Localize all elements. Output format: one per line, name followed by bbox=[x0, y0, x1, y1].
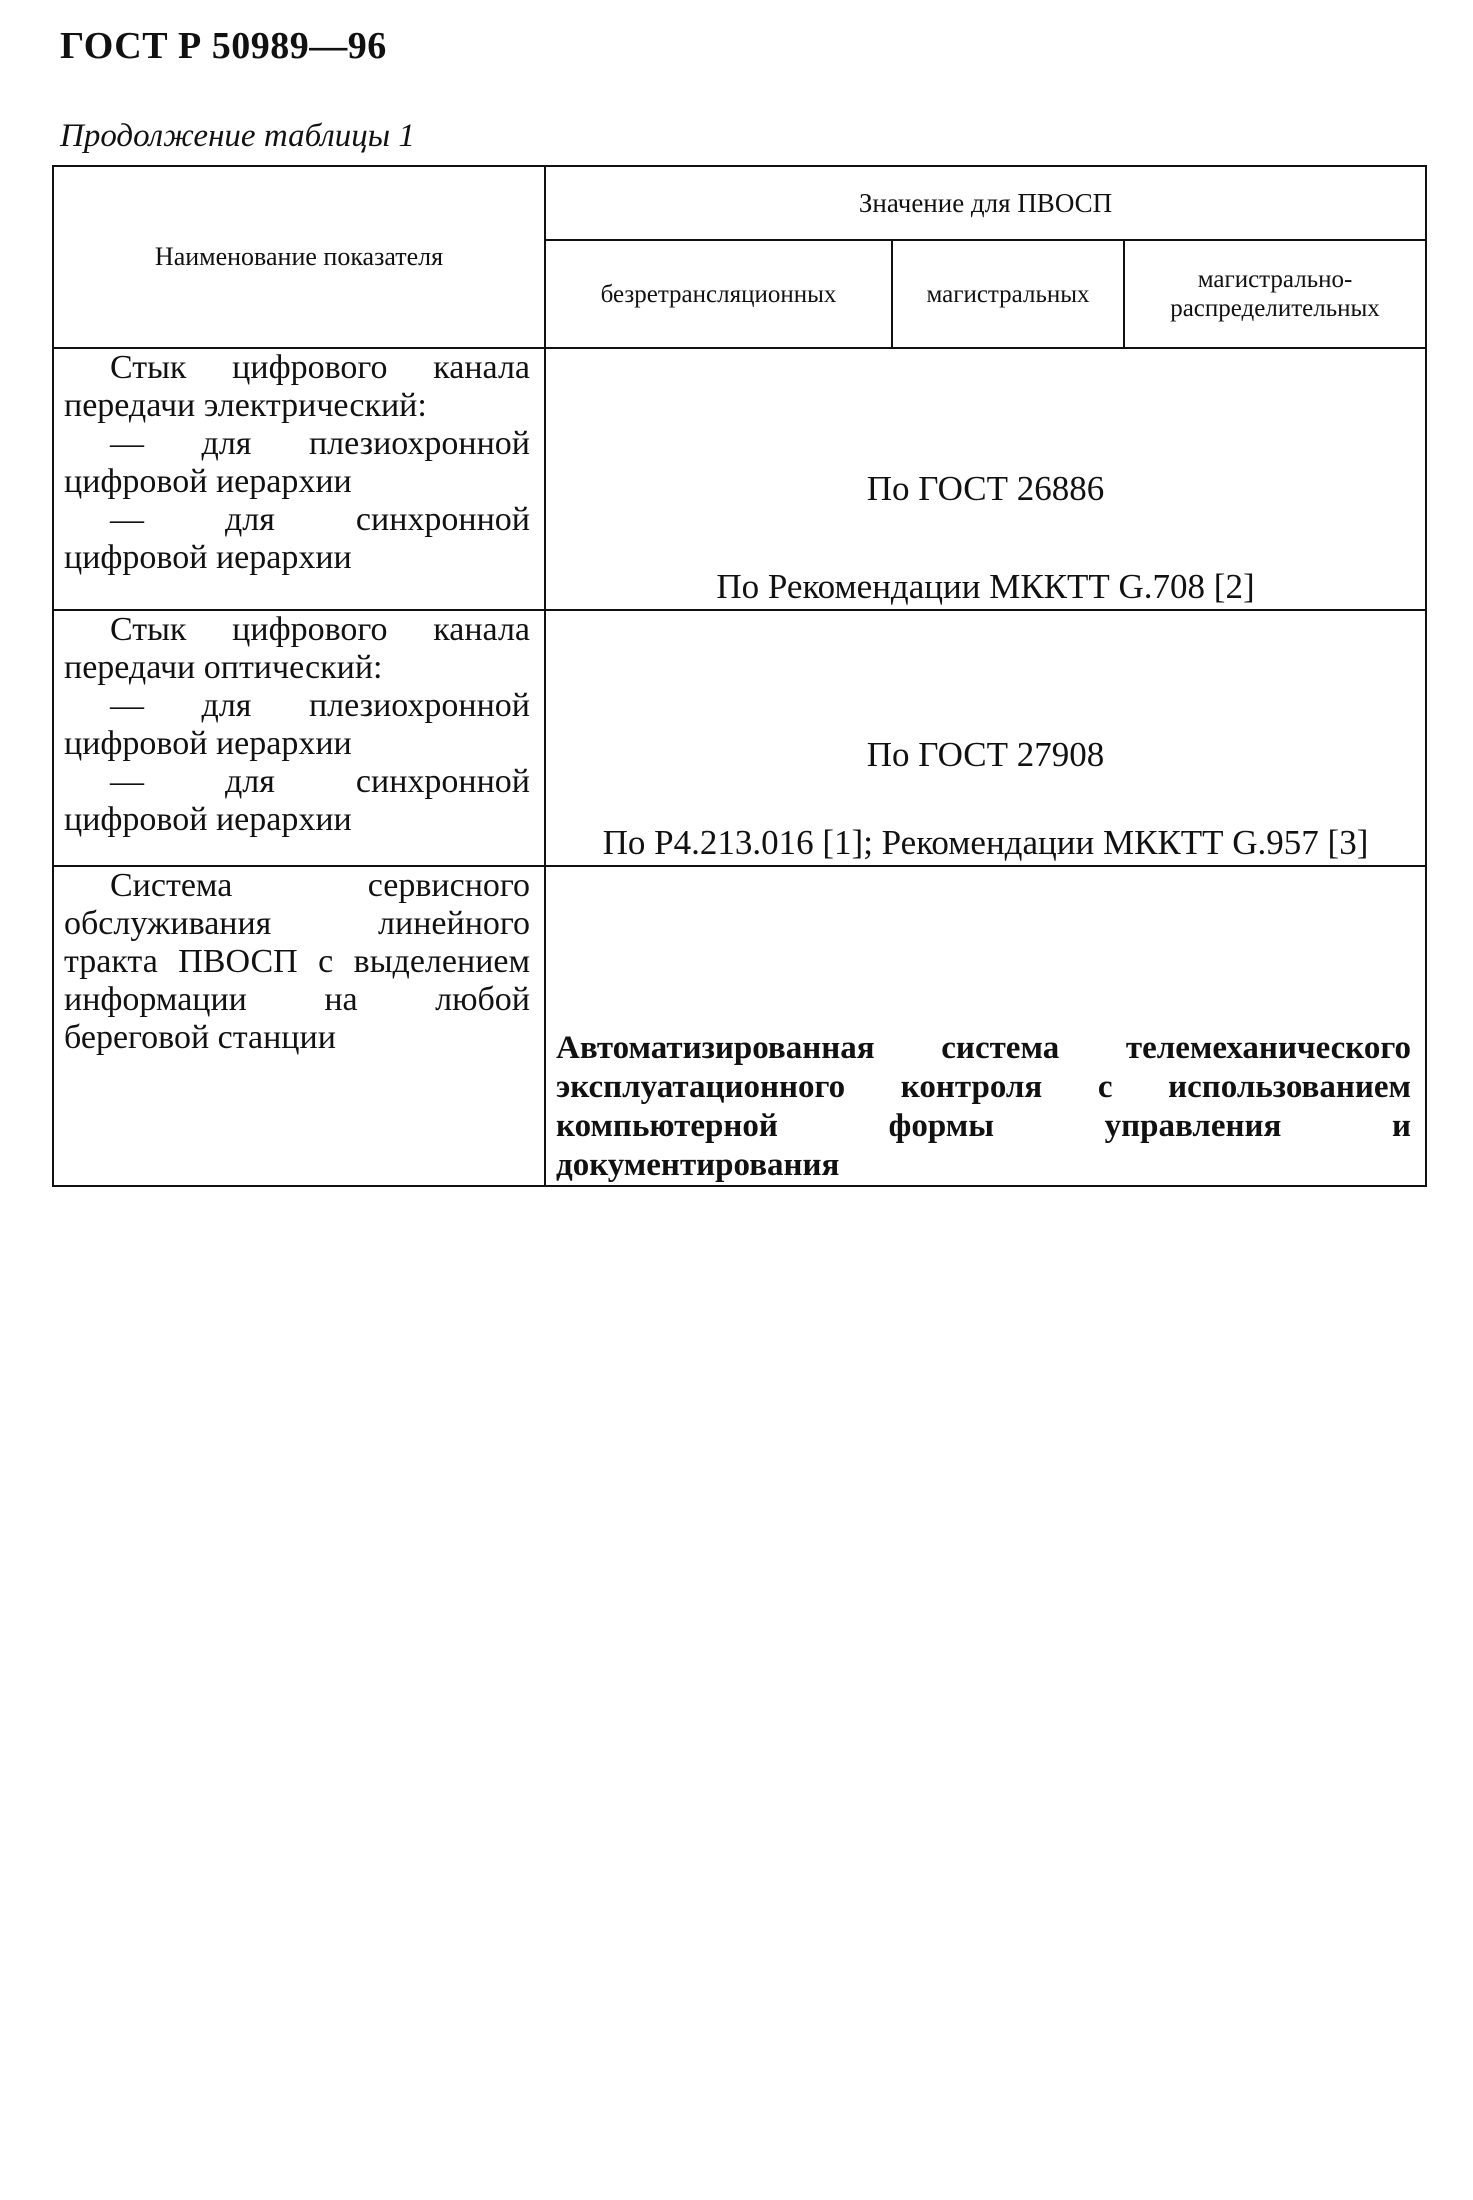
row-name-main: Система сервисного обслуживания линейного тракта ПВОСП с выделением информации на любой береговой станции bbox=[64, 867, 530, 1056]
specs-table bbox=[52, 165, 1427, 1187]
row-value-primary: По ГОСТ 27908 bbox=[866, 735, 1105, 774]
row-value-primary: По ГОСТ 26886 bbox=[866, 469, 1105, 508]
row-value-cell bbox=[545, 348, 1426, 610]
row-value-cell bbox=[545, 610, 1426, 866]
column-header-name: Наименование показателя bbox=[53, 166, 545, 348]
table-row bbox=[53, 866, 1426, 1186]
table-row bbox=[53, 348, 1426, 610]
row-value-block bbox=[556, 1029, 1411, 1185]
table-row bbox=[53, 610, 1426, 866]
row-value-cell bbox=[545, 866, 1426, 1186]
row-value-text: Автоматизированная система телемеханического эксплуатационного контроля с использованием компьютерной формы управления и bbox=[556, 1030, 1412, 1144]
row-value-last-line: документирования bbox=[556, 1147, 840, 1183]
row-name-cell bbox=[53, 610, 545, 866]
column-group-header: Значение для ПВОСП bbox=[545, 166, 1426, 240]
subheader-trunk: магистральных bbox=[892, 240, 1124, 348]
row-name-item: — для плезиохронной цифровой иерархии bbox=[64, 425, 530, 500]
subheader-non-repeater: безретрансляционных bbox=[545, 240, 892, 348]
table-container bbox=[52, 165, 1425, 1187]
row-name-item: — для синхронной цифровой иерархии bbox=[64, 763, 530, 838]
row-name-item: — для плезиохронной цифровой иерархии bbox=[64, 687, 530, 762]
row-name-cell bbox=[53, 866, 545, 1186]
row-value-secondary: По Р4.213.016 [1]; Рекомендации МККТТ G.957 [3] bbox=[602, 823, 1369, 862]
row-name-cell bbox=[53, 348, 545, 610]
document-header: ГОСТ Р 50989—96 bbox=[60, 25, 387, 67]
row-name-main: Стык цифрового канала передачи оптический: bbox=[64, 611, 530, 686]
row-value-secondary: По Рекомендации МККТТ G.708 [2] bbox=[716, 567, 1255, 606]
table-caption: Продолжение таблицы 1 bbox=[60, 118, 415, 154]
row-name-main: Стык цифрового канала передачи электрический: bbox=[64, 349, 530, 424]
row-name-item: — для синхронной цифровой иерархии bbox=[64, 501, 530, 576]
subheader-trunk-distribution: магистрально-распределительных bbox=[1124, 240, 1426, 348]
table-header-row bbox=[53, 166, 1426, 240]
